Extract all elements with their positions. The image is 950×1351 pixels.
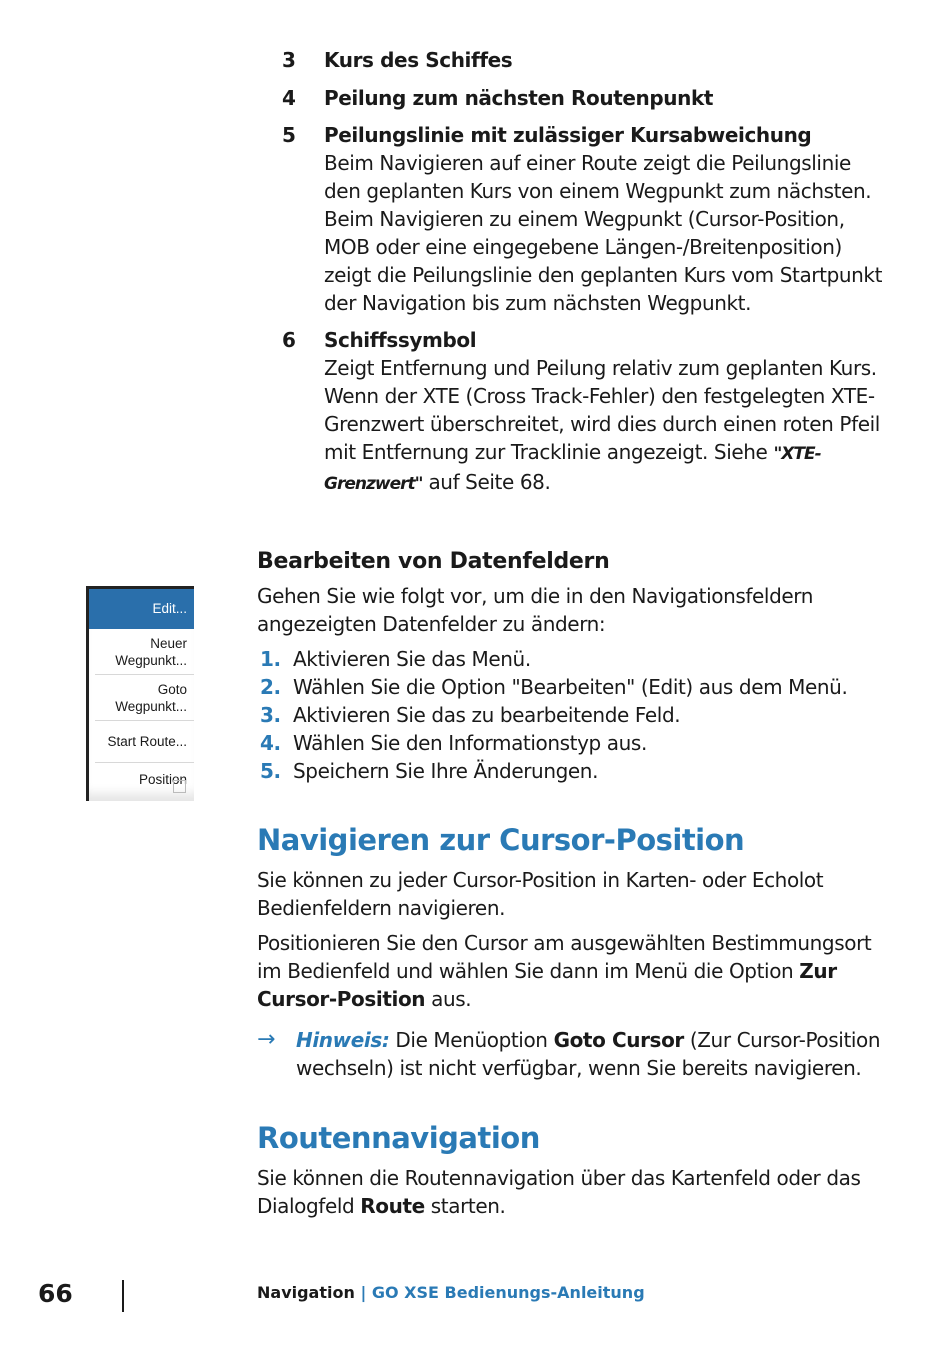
- legend-number: 4: [282, 86, 296, 110]
- menu-item-new-waypoint[interactable]: Neuer Wegpunkt...: [95, 629, 194, 675]
- legend-number: 5: [282, 123, 296, 147]
- arrow-right-icon: →: [257, 1027, 276, 1052]
- menu-item-edit[interactable]: Edit...: [89, 589, 194, 629]
- position-checkbox[interactable]: [173, 780, 186, 793]
- paragraph: Sie können die Routennavigation über das Kartenfeld oder das Dialogfeld Route starten.: [257, 1166, 861, 1218]
- legend-number: 6: [282, 328, 296, 352]
- step-item: 5. Speichern Sie Ihre Änderungen.: [260, 759, 599, 783]
- section-title: Routennavigation: [257, 1121, 540, 1155]
- paragraph: Sie können zu jeder Cursor-Position in Karten- oder Echolot Bedienfeldern navigieren.: [257, 868, 824, 920]
- section-intro: Gehen Sie wie folgt vor, um die in den Navigationsfeldern angezeigten Datenfelder zu ändern:: [257, 584, 814, 636]
- menu-item-goto-waypoint[interactable]: Goto Wegpunkt...: [95, 675, 194, 721]
- legend-description: Zeigt Entfernung und Peilung relativ zum geplanten Kurs. Wenn der XTE (Cross Track-Fehler) den festgelegten XTE-Grenzwert überschreitet, wird dies durch einen roten Pfeil mit Entfernung zur Tracklinie angezeigt. Siehe "XTE-Grenzwert" auf Seite 68.: [324, 356, 880, 494]
- legend-heading: Schiffssymbol: [324, 328, 477, 352]
- paragraph: Positionieren Sie den Cursor am ausgewählten Bestimmungsort im Bedienfeld und wählen Sie dann im Menü die Option Zur Cursor-Position aus.: [257, 931, 872, 1011]
- chapter-name: Navigation: [257, 1283, 355, 1302]
- note-label: Hinweis:: [296, 1028, 390, 1052]
- step-item: 1. Aktivieren Sie das Menü.: [260, 647, 531, 671]
- legend-heading: Kurs des Schiffes: [324, 48, 513, 72]
- legend-description: Beim Navigieren auf einer Route zeigt die Peilungslinie den geplanten Kurs von einem Wegpunkt zum nächsten. Beim Navigieren zu einem Wegpunkt (Cursor-Position, MOB oder eine eingegebene Längen-/Breitenposition) zeigt die Peilungslinie den geplanten Kurs vom Startpunkt der Navigation bis zum nächsten Wegpunkt.: [324, 151, 883, 315]
- legend-heading: Peilungslinie mit zulässiger Kursabweichung: [324, 123, 812, 147]
- document-title: GO XSE Bedienungs-Anleitung: [371, 1283, 645, 1302]
- cross-reference-link[interactable]: "XTE-Grenzwert": [324, 444, 821, 494]
- context-menu-illustration: [86, 586, 194, 801]
- running-footer: Navigation | GO XSE Bedienungs-Anleitung: [257, 1283, 645, 1302]
- section-heading: Bearbeiten von Datenfeldern: [257, 549, 610, 574]
- step-item: 2. Wählen Sie die Option "Bearbeiten" (Edit) aus dem Menü.: [260, 675, 848, 699]
- legend-heading: Peilung zum nächsten Routenpunkt: [324, 86, 714, 110]
- menu-item-start-route[interactable]: Start Route...: [95, 721, 194, 763]
- legend-number: 3: [282, 48, 296, 72]
- page-number: 66: [38, 1279, 73, 1308]
- section-title: Navigieren zur Cursor-Position: [257, 823, 745, 857]
- step-item: 4. Wählen Sie den Informationstyp aus.: [260, 731, 647, 755]
- steps-list: [257, 645, 887, 785]
- footer-divider: [122, 1280, 124, 1312]
- menu-item-position[interactable]: Position: [138, 772, 187, 787]
- step-item: 3. Aktivieren Sie das zu bearbeitende Feld.: [260, 703, 681, 727]
